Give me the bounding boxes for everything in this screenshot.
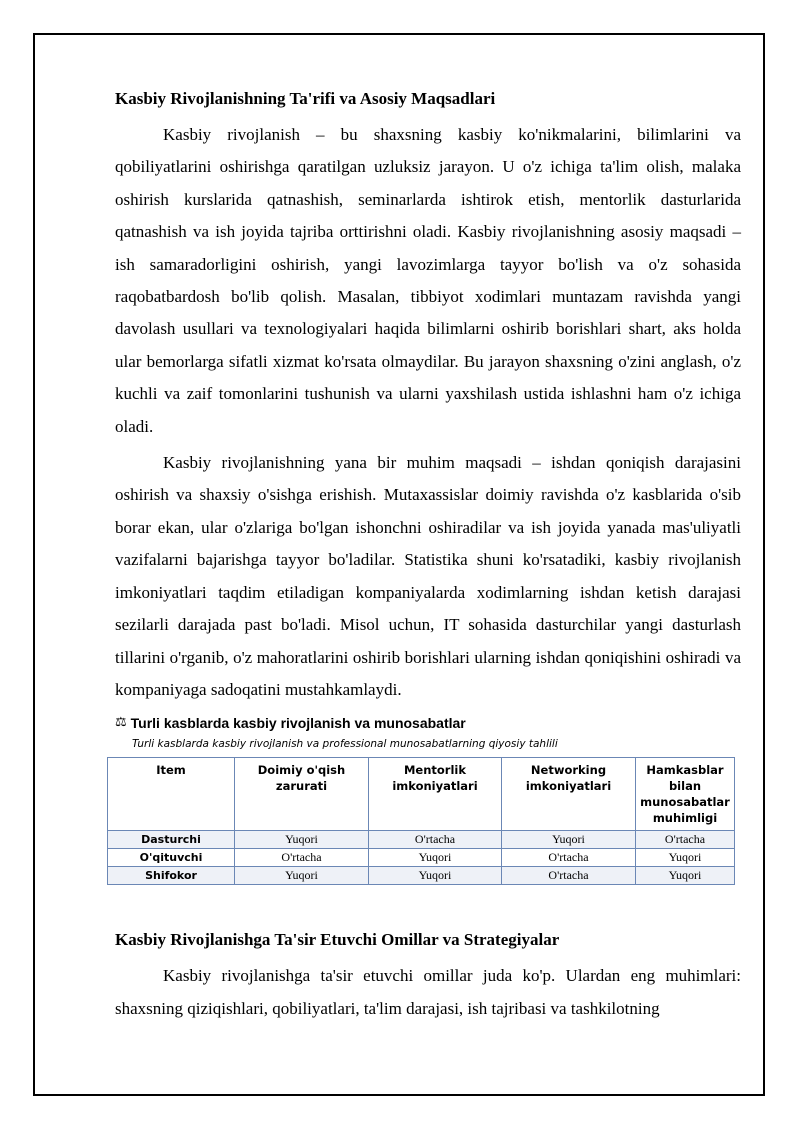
header-continuous-learning: Doimiy o'qish zarurati (235, 758, 369, 831)
table-cell: O'rtacha (636, 831, 735, 849)
table-title-text: Turli kasblarda kasbiy rivojlanish va munosabatlar (130, 715, 466, 732)
table-cell: Yuqori (235, 867, 369, 885)
table-cell: Yuqori (369, 867, 502, 885)
row-label: Shifokor (108, 867, 235, 885)
table-caption: Turli kasblarda kasbiy rivojlanish va professional munosabatlarning qiyosiy tahlili (132, 738, 558, 751)
table-cell: Yuqori (235, 831, 369, 849)
table-cell: O'rtacha (235, 849, 369, 867)
header-mentoring: Mentorlik imkoniyatlari (369, 758, 502, 831)
table-cell: Yuqori (636, 867, 735, 885)
section-heading-definition: Kasbiy Rivojlanishning Ta'rifi va Asosiy Maqsadlari (115, 89, 496, 108)
paragraph-factors: Kasbiy rivojlanishga ta'sir etuvchi omillar juda ko'p. Ulardan eng muhimlari: shaxsning qiziqishlari, qobiliyatlari, ta'lim darajasi, ish tajribasi va tashkilotning (115, 966, 741, 1018)
document-body (115, 88, 741, 1025)
table-cell: Yuqori (502, 831, 636, 849)
header-item: Item (108, 758, 235, 831)
row-label: Dasturchi (108, 831, 235, 849)
table-cell: Yuqori (369, 849, 502, 867)
table-cell: Yuqori (636, 849, 735, 867)
comparison-table (107, 757, 735, 885)
table-row (108, 831, 735, 849)
header-networking: Networking imkoniyatlari (502, 758, 636, 831)
comparison-table-block (115, 714, 741, 885)
table-row (108, 849, 735, 867)
table-header-row (108, 758, 735, 831)
row-label: O'qituvchi (108, 849, 235, 867)
scales-icon: ⚖ (115, 715, 127, 731)
section-heading-factors: Kasbiy Rivojlanishga Ta'sir Etuvchi Omillar va Strategiyalar (115, 930, 560, 950)
header-colleague-relations: Hamkasblar bilan munosabatlar muhimligi (636, 758, 735, 831)
table-cell: O'rtacha (502, 867, 636, 885)
paragraph-goals: Kasbiy rivojlanishning yana bir muhim maqsadi – ishdan qoniqish darajasini oshirish va shaxsiy o'sishga erishish. Mutaxassislar doimiy ravishda o'z kasblarida o'sib borar ekan, ular o'zlariga bo'lgan ishonchni oshiradilar va ish joyida yanada mas'uliyatli vazifalarni bajarishga tayyor bo'ladilar. Statistika shuni ko'rsatadiki, kasbiy rivojlanish imkoniyatlari taqdim etiladigan kompaniyalarda xodimlarning ishdan ketish darajasi sezilarli darajada past bo'ladi. Misol uchun, IT sohasida dasturchilar yangi dasturlash tillarini o'rganib, o'z mahoratlarini oshirib borishlari ularning ishdan qoniqishini oshiradi va kompaniyaga sadoqatini mustahkamlaydi. (115, 453, 741, 699)
table-cell: O'rtacha (369, 831, 502, 849)
table-title (115, 714, 741, 732)
paragraph-definition: Kasbiy rivojlanish – bu shaxsning kasbiy ko'nikmalarini, bilimlarini va qobiliyatlarini oshirishga qaratilgan uzluksiz jarayon. U o'z ichiga ta'lim olish, malaka oshirish kurslarida qatnashish, seminarlarda ishtirok etish, mentorlik dasturlarida qatnashish va ish joyida tajriba orttirishni oladi. Kasbiy rivojlanishning asosiy maqsadi – ish samaradorligini oshirish, yangi lavozimlarga tayyor bo'lish va o'z sohasida raqobatbardosh bo'lib qolish. Masalan, tibbiyot xodimlari muntazam ravishda yangi davolash usullari va texnologiyalari haqida bilimlarni oshirib borishlari shart, aks holda ular bemorlarga sifatli xizmat ko'rsata olmaydilar. Bu jarayon shaxsning o'zini anglash, o'z kuchli va zaif tomonlarini tushunish va ularni yaxshilash ustida ishlashni ham o'z ichiga oladi. (115, 125, 741, 436)
table-row (108, 867, 735, 885)
table-cell: O'rtacha (502, 849, 636, 867)
